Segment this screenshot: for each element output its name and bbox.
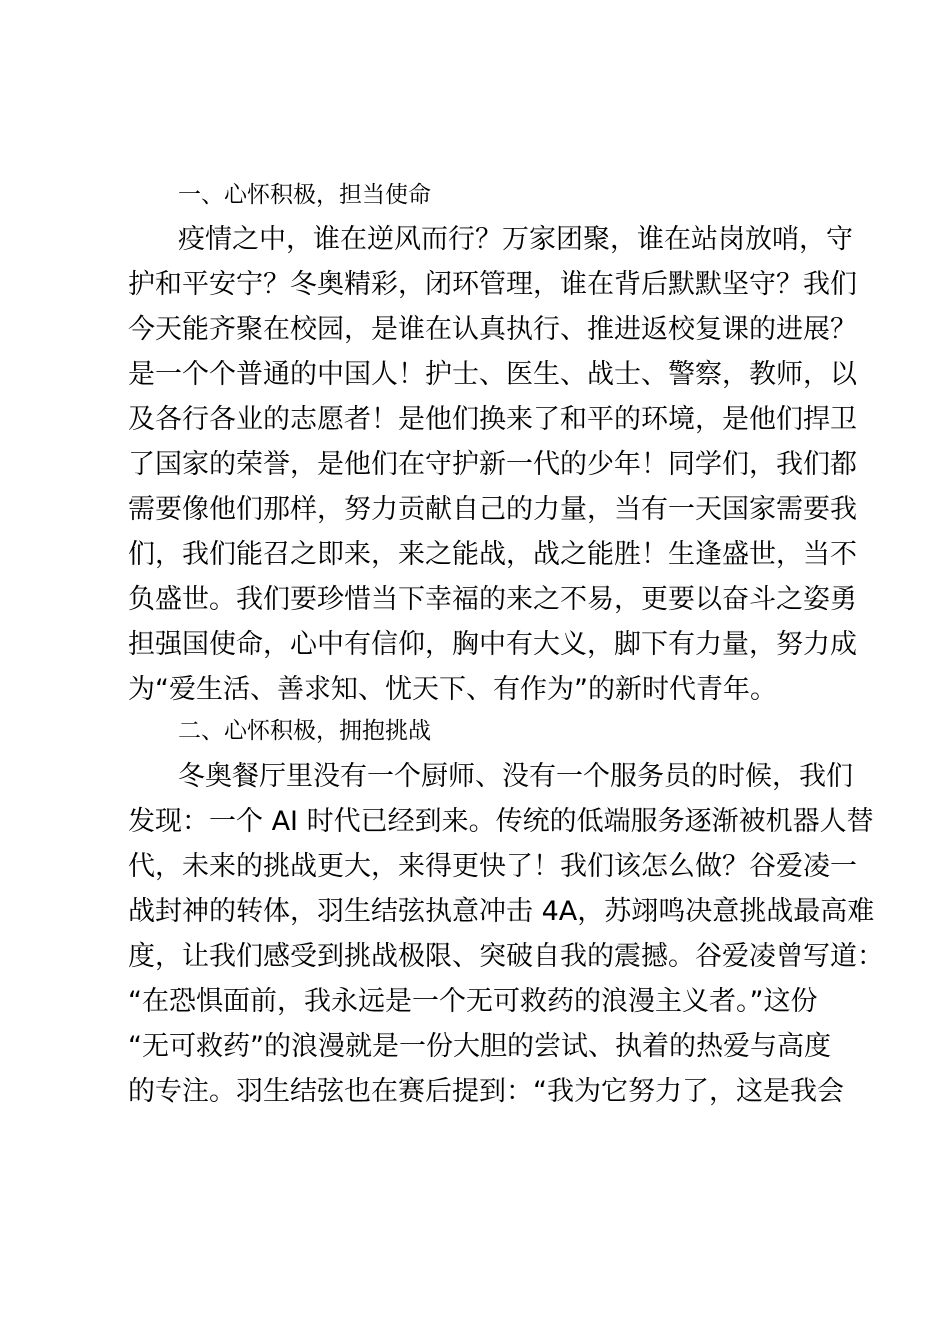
paragraph-line: 护和平安宁？冬奥精彩，闭环管理，谁在背后默默坚守？我们: [128, 269, 857, 300]
paragraph-line: 发现：一个 AI 时代已经到来。传统的低端服务逐渐被机器人替: [128, 806, 874, 837]
paragraph-line: 冬奥餐厅里没有一个厨师、没有一个服务员的时候，我们: [178, 761, 853, 792]
section-heading-2: 二、心怀积极，拥抱挑战: [178, 718, 431, 744]
paragraph-line: 度，让我们感受到挑战极限、突破自我的震撼。谷爱凌曾写道：: [128, 941, 884, 972]
paragraph-line: 担强国使命，心中有信仰，胸中有大义，脚下有力量，努力成: [128, 629, 857, 660]
paragraph-line: 们，我们能召之即来，来之能战，战之能胜！生逢盛世，当不: [128, 539, 857, 570]
paragraph-line: 了国家的荣誉，是他们在守护新一代的少年！同学们，我们都: [128, 449, 857, 480]
paragraph-line: 为“爱生活、善求知、忧天下、有作为”的新时代青年。: [128, 674, 777, 705]
paragraph-line: 代，未来的挑战更大，来得更快了！我们该怎么做？谷爱凌一: [128, 851, 857, 882]
paragraph-line: 战封神的转体，羽生结弦执意冲击 4A，苏翊鸣决意挑战最高难: [128, 896, 875, 927]
paragraph-line: 疫情之中，谁在逆风而行？万家团聚，谁在站岗放哨，守: [178, 224, 853, 255]
section-heading-1: 一、心怀积极，担当使命: [178, 182, 431, 208]
paragraph-line: 负盛世。我们要珍惜当下幸福的来之不易，更要以奋斗之姿勇: [128, 584, 857, 615]
paragraph-line: 的专注。羽生结弦也在赛后提到：“我为它努力了，这是我会: [128, 1076, 844, 1107]
paragraph-line: 需要像他们那样，努力贡献自己的力量，当有一天国家需要我: [128, 494, 857, 525]
paragraph-line: 是一个个普通的中国人！护士、医生、战士、警察，教师，以: [128, 359, 857, 390]
paragraph-line: 及各行各业的志愿者！是他们换来了和平的环境，是他们捍卫: [128, 404, 857, 435]
paragraph-line: “无可救药”的浪漫就是一份大胆的尝试、执着的热爱与高度: [128, 1031, 831, 1062]
paragraph-line: 今天能齐聚在校园，是谁在认真执行、推进返校复课的进展？: [128, 314, 857, 345]
paragraph-line: “在恐惧面前，我永远是一个无可救药的浪漫主义者。”这份: [128, 986, 818, 1017]
